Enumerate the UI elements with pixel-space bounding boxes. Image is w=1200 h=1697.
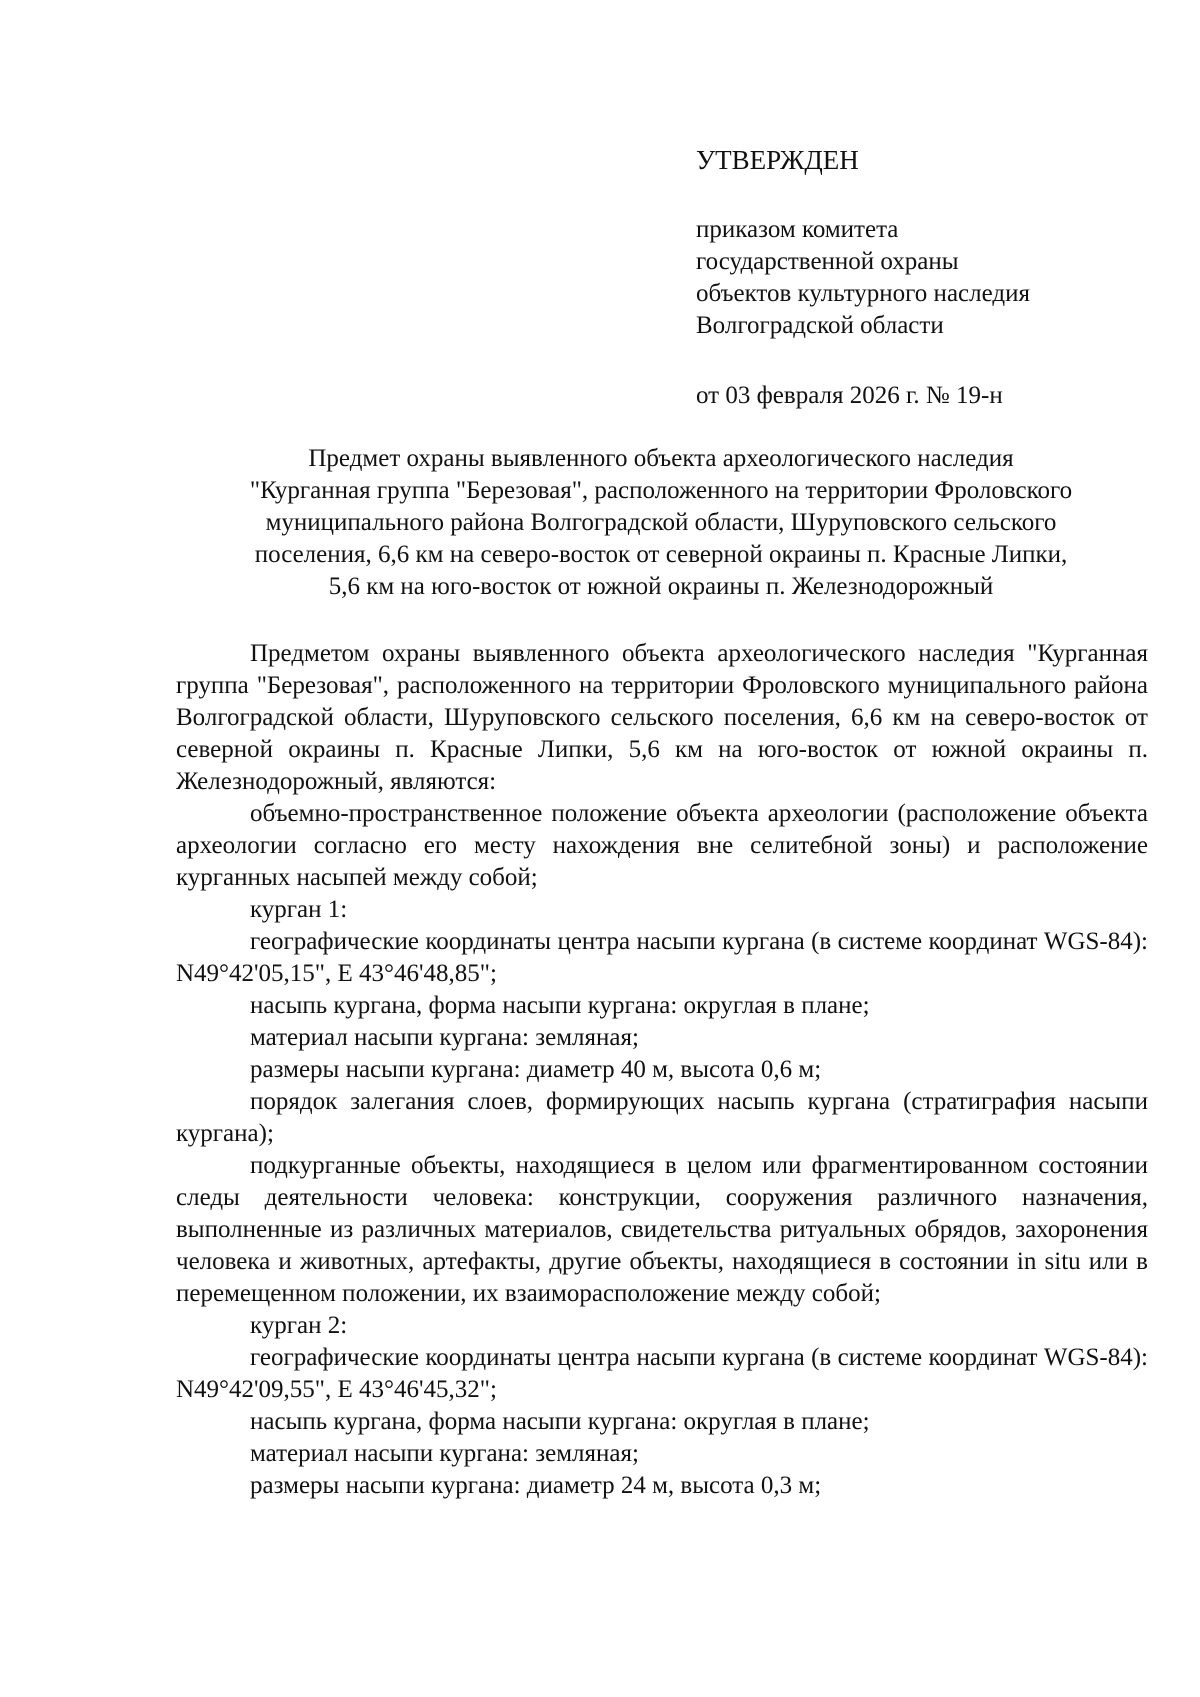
approval-line: Волгоградской области [696, 312, 944, 339]
kurgan-1-stratigraphy: порядок залегания слоев, формирующих насыпь кургана (стратиграфия насыпи кургана); [176, 1088, 1148, 1147]
kurgan-1-coordinates: географические координаты центра насыпи кургана (в системе координат WGS-84): N49°42'05,15", E 43°46'48,85"; [176, 928, 1148, 987]
body-paragraph-intro: Предметом охраны выявленного объекта археологического наследия "Курганная группа "Березовая", расположенного на территории Фроловского муниципального района Волгоградской области, Шуруповского сельского поселения, 6,6 км на северо-восток от северной окраины п. Красные Липки, 5,6 км на юго-восток от южной окраины п. Железнодорожный, являются: [176, 640, 1148, 795]
kurgan-1-objects: подкурганные объекты, находящиеся в целом или фрагментированном состоянии следы деятельности человека: конструкции, сооружения различного назначения, выполненные из различных материалов, свидетельства ритуальных обрядов, захоронения человека и животных, артефакты, другие объекты, находящиеся в состоянии in situ или в перемещенном положении, их взаиморасположение между собой; [176, 1152, 1148, 1307]
kurgan-2-coordinates: географические координаты центра насыпи кургана (в системе координат WGS-84): N49°42'09,55", E 43°46'45,32"; [176, 1344, 1148, 1403]
approval-heading: УТВЕРЖДЕН [696, 145, 859, 175]
approval-date: от 03 февраля 2026 г. № 19-н [696, 382, 1003, 409]
title-line: муниципального района Волгоградской области, Шуруповского сельского [265, 509, 1057, 536]
kurgan-2-heading: курган 2: [250, 1312, 348, 1339]
kurgan-2-material: материал насыпи кургана: земляная; [250, 1440, 639, 1467]
title-line: поселения, 6,6 км на северо-восток от северной окраины п. Красные Липки, [254, 541, 1068, 568]
approval-stamp [696, 144, 1136, 412]
body-paragraph: объемно-пространственное положение объекта археологии (расположение объекта археологии согласно его месту нахождения вне селитебной зоны) и расположение курганных насыпей между собой; [176, 800, 1148, 891]
kurgan-1-material: материал насыпи кургана: земляная; [250, 1024, 639, 1051]
title-line: Предмет охраны выявленного объекта археологического наследия [308, 445, 1014, 472]
title-line: 5,6 км на юго-восток от южной окраины п. Железнодорожный [328, 573, 994, 600]
approval-line: приказом комитета [696, 216, 899, 243]
kurgan-1-shape: насыпь кургана, форма насыпи кургана: округлая в плане; [250, 992, 870, 1019]
approval-line: объектов культурного наследия [696, 280, 1030, 307]
approval-line: государственной охраны [696, 248, 959, 275]
kurgan-1-size: размеры насыпи кургана: диаметр 40 м, высота 0,6 м; [250, 1056, 822, 1083]
title-line: "Курганная группа "Березовая", расположенного на территории Фроловского [249, 477, 1073, 504]
kurgan-1-heading: курган 1: [250, 896, 348, 923]
document-body [176, 638, 1148, 1502]
kurgan-2-size: размеры насыпи кургана: диаметр 24 м, высота 0,3 м; [250, 1472, 822, 1499]
kurgan-2-shape: насыпь кургана, форма насыпи кургана: округлая в плане; [250, 1408, 870, 1435]
document-title [176, 443, 1146, 603]
